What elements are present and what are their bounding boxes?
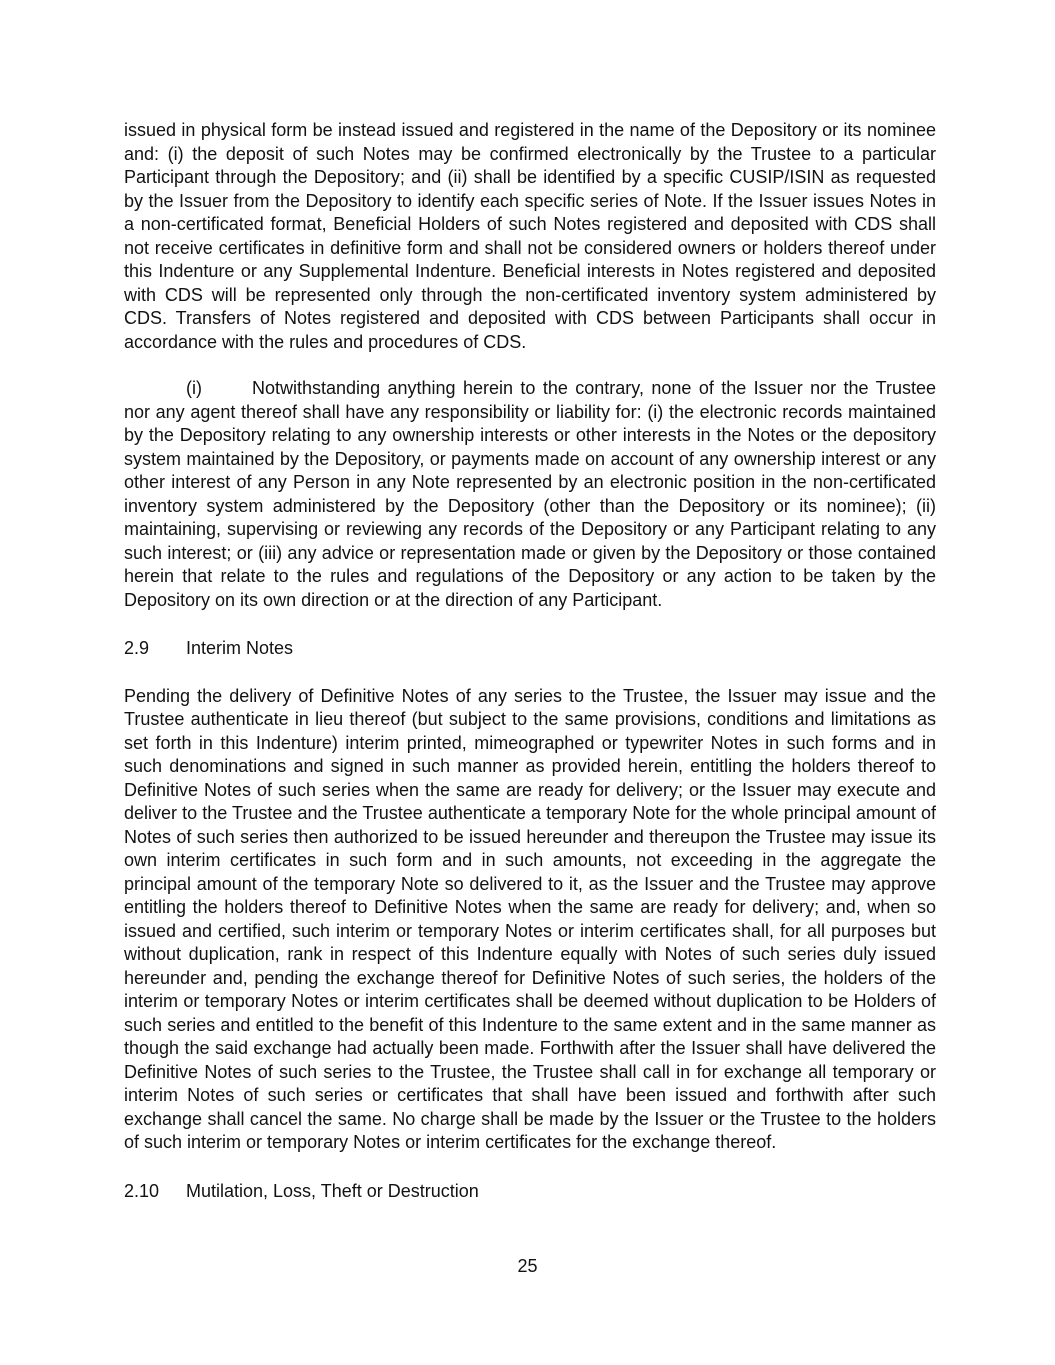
section-title: Mutilation, Loss, Theft or Destruction	[186, 1180, 479, 1201]
section-heading-2-10	[124, 1180, 936, 1204]
page-number: 25	[517, 1256, 538, 1276]
clause-text: Notwithstanding anything herein to the contrary, none of the Issuer nor the Trustee nor any agent thereof shall have any responsibility or liability for: (i) the electronic records maintained by the Depository relating to any ownership interests or other interests in the Notes or the depository system maintained by the Depository, or payments made on account of any ownership interest or any other interest of any Person in any Note represented by an electronic position in the non-certificated inventory system administered by the Depository (other than the Depository or its nominee); (ii) maintaining, supervising or reviewing any records of the Depository or any Participant relating to any such interest; or (iii) any advice or representation made or given by the Depository or those contained herein that relate to the rules and regulations of the Depository or any action to be taken by the Depository on its own direction or at the direction of any Participant.	[124, 378, 936, 610]
section-number: 2.9	[124, 638, 150, 658]
paragraph-interim-notes: Pending the delivery of Definitive Notes of any series to the Trustee, the Issuer may issue and the Trustee authenticate in lieu thereof (but subject to the same provisions, conditions and limitations as set forth in this Indenture) interim printed, mimeographed or typewriter Notes in such forms and in such denominations and signed in such manner as provided herein, entitling the holders thereof to Definitive Notes of such series when the same are ready for delivery; or the Issuer may execute and deliver to the Trustee and the Trustee authenticate a temporary Note for the whole principal amount of Notes of such series then authorized to be issued hereunder and thereupon the Trustee may issue its own interim certificates in such form and in such amounts, not exceeding in the aggregate the principal amount of the temporary Note so delivered to it, as the Issuer and the Trustee may approve entitling the holders thereof to Definitive Notes when the same are ready for delivery; and, when so issued and certified, such interim or temporary Notes or interim certificates shall, for all purposes but without duplication, rank in respect of this Indenture equally with Notes of such series duly issued hereunder and, pending the exchange thereof for Definitive Notes of such series, the holders of the interim or temporary Notes or interim certificates shall be deemed without duplication to be Holders of such series and entitled to the benefit of this Indenture to the same extent and in the same manner as though the said exchange had actually been made. Forthwith after the Issuer shall have delivered the Definitive Notes of such series to the Trustee, the Trustee shall call in for exchange all temporary or interim Notes of such series or certificates that shall have been issued and forthwith after such exchange shall cancel the same. No charge shall be made by the Issuer or the Trustee to the holders of such interim or temporary Notes or interim certificates for the exchange thereof.	[124, 685, 936, 1152]
paragraph-cds-registration: issued in physical form be instead issued and registered in the name of the Depository or its nominee and: (i) the deposit of such Notes may be confirmed electronically by the Trustee to a particular Participant through the Depository; and (ii) shall be identified by a specific CUSIP/ISIN as requested by the Issuer from the Depository to identify each specific series of Note. If the Issuer issues Notes in a non-certificated format, Beneficial Holders of such Notes registered and deposited with CDS shall not receive certificates in definitive form and shall not be considered owners or holders thereof under this Indenture or any Supplemental Indenture. Beneficial interests in Notes registered and deposited with CDS will be represented only through the non-certificated inventory system administered by CDS. Transfers of Notes registered and deposited with CDS between Participants shall occur in accordance with the rules and procedures of CDS.	[124, 120, 936, 352]
clause-label: (i)	[186, 378, 202, 398]
paragraph-depository-liability	[124, 377, 936, 612]
section-number: 2.10	[124, 1180, 160, 1201]
section-heading-2-9	[124, 637, 936, 661]
section-title: Interim Notes	[186, 638, 294, 658]
